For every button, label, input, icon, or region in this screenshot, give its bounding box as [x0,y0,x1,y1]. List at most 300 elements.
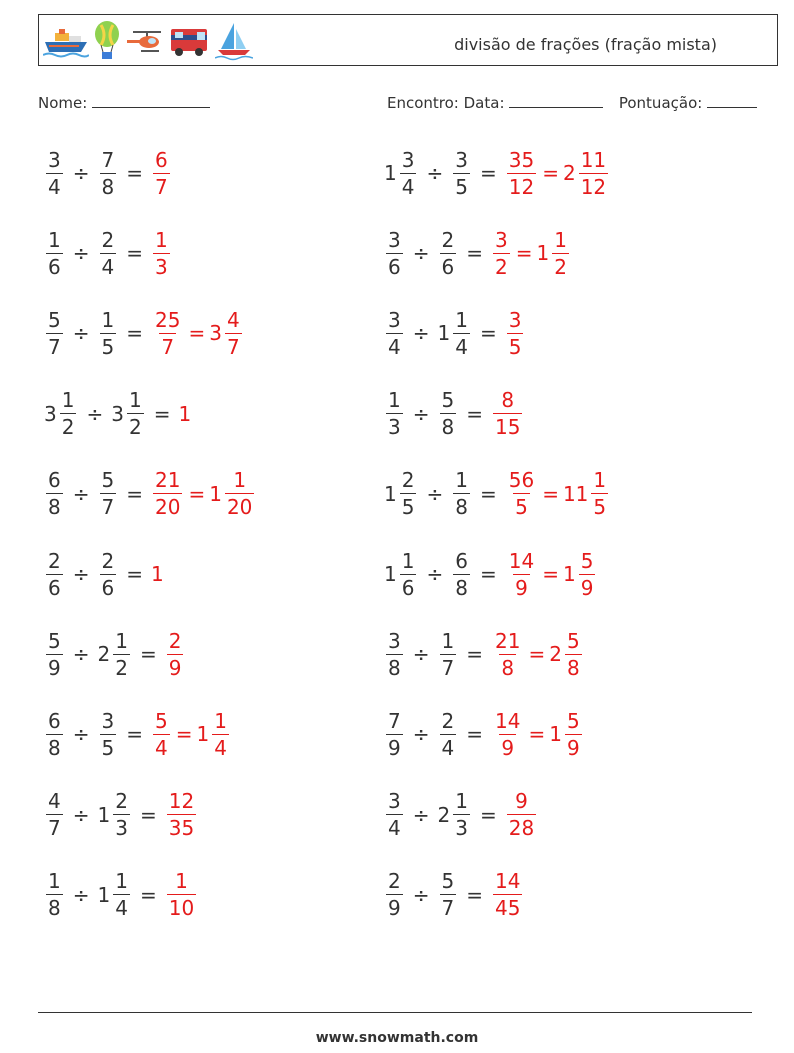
equals-sign: = [466,401,483,426]
numerator: 1 [155,227,168,252]
number [44,628,65,680]
problem-item [384,619,584,689]
fraction [507,548,536,600]
answer [491,869,524,921]
number [98,227,119,279]
number [384,789,405,841]
problem-item [44,298,244,368]
denominator: 8 [101,174,115,199]
number [384,628,405,680]
numerator: 11 [580,147,607,172]
denominator: 7 [441,896,455,921]
numerator: 5 [48,628,61,653]
whole-part: 1 [384,562,397,586]
meeting-score-fields [387,93,757,112]
number [549,708,583,760]
fraction [453,468,470,520]
numerator: 56 [508,468,535,493]
number [97,789,132,841]
fraction [565,628,582,680]
equals-sign: = [188,321,206,346]
equals-sign: = [466,722,483,747]
fraction [46,628,63,680]
fraction [113,789,130,841]
denominator: 7 [226,334,240,359]
fraction [46,548,63,600]
problem-item [384,780,538,850]
fraction [113,869,130,921]
denominator: 8 [441,415,455,440]
numerator: 2 [168,628,182,653]
divide-sign: ÷ [426,481,444,506]
denominator: 9 [388,735,401,760]
fraction [153,227,170,279]
fraction [440,388,457,440]
denominator: 6 [441,254,455,279]
answer [491,388,524,440]
numerator: 6 [48,468,61,493]
divide-sign: ÷ [72,321,90,346]
fraction [386,869,403,921]
numerator: 5 [441,869,455,894]
fraction [386,227,403,279]
number [491,388,524,440]
hot-air-balloon-icon [93,21,121,61]
number [384,548,418,600]
denominator: 5 [455,174,468,199]
answer [165,789,198,841]
equals-sign: = [479,802,497,827]
number [438,628,459,680]
problem-item [384,218,571,288]
equals-sign: = [542,161,559,185]
problem-item [384,138,610,208]
problem-item [44,379,192,449]
equals-sign: = [126,722,143,747]
answer [491,708,584,760]
numerator: 1 [455,789,468,814]
date-blank-line[interactable] [509,93,603,108]
numerator: 1 [61,388,75,413]
number [151,708,172,760]
numerator: 4 [226,307,240,332]
equals-sign: = [126,562,143,586]
number [209,468,256,520]
denominator: 2 [128,415,142,440]
number [451,468,472,520]
numerator: 1 [455,468,468,493]
number [178,402,192,426]
numerator: 3 [388,227,401,252]
fraction [493,388,522,440]
denominator: 3 [388,415,401,440]
equals-sign: = [126,241,143,266]
fraction [100,147,117,199]
numerator: 1 [401,548,415,573]
whole-part: 1 [549,722,562,747]
name-label: Nome: [38,94,88,112]
equals-sign: = [466,642,483,667]
numerator: 2 [115,789,128,814]
number [438,869,459,921]
fraction [507,789,536,841]
divide-sign: ÷ [412,642,430,667]
denominator: 9 [566,735,580,760]
numerator: 21 [495,628,521,653]
denominator: 4 [155,735,168,760]
denominator: 3 [115,816,128,841]
equals-sign: = [139,802,157,827]
denominator: 4 [441,735,455,760]
denominator: 8 [48,735,61,760]
numerator: 3 [455,147,468,172]
answer [491,227,571,279]
fraction [507,307,524,359]
fraction [60,388,77,440]
whole-part: 1 [384,481,397,506]
fraction [46,147,63,199]
numerator: 5 [566,708,580,733]
numerator: 2 [441,708,455,733]
problem-item [44,860,198,930]
denominator: 4 [455,334,468,359]
fraction [453,147,470,199]
numerator: 5 [48,307,61,332]
numerator: 5 [580,548,594,573]
number [44,869,65,921]
divide-sign: ÷ [72,722,90,747]
denominator: 6 [101,575,115,600]
denominator: 4 [115,896,128,921]
denominator: 9 [168,655,182,680]
number [536,227,571,279]
equals-sign: = [126,481,143,506]
worksheet-title: divisão de frações (fração mista) [454,35,717,54]
numerator: 3 [101,708,115,733]
equals-sign: = [542,481,559,506]
number [165,789,198,841]
number [438,388,459,440]
fraction [153,307,182,359]
number [151,147,172,199]
equals-sign: = [126,161,143,185]
numerator: 1 [48,227,61,252]
answer [178,402,192,426]
numerator: 35 [508,147,535,172]
numerator: 1 [455,307,468,332]
divide-sign: ÷ [72,161,90,185]
equals-sign: = [466,882,483,907]
fraction [386,307,403,359]
denominator: 8 [388,655,401,680]
numerator: 4 [48,789,61,814]
number [98,147,119,199]
number [505,548,538,600]
fraction [440,628,457,680]
denominator: 5 [101,334,115,359]
number [151,307,184,359]
denominator: 4 [388,816,401,841]
denominator: 7 [48,816,61,841]
number [451,147,472,199]
number [98,708,119,760]
denominator: 12 [580,174,607,199]
divide-sign: ÷ [412,401,430,426]
number [438,227,459,279]
denominator: 8 [566,655,580,680]
fraction [100,708,117,760]
divide-sign: ÷ [412,722,430,747]
score-blank-line[interactable] [707,93,757,108]
problem-item [44,699,231,769]
fraction [453,789,470,841]
numerator: 1 [441,628,455,653]
problem-item [384,699,584,769]
fraction [212,708,229,760]
fraction [579,548,596,600]
name-blank-line[interactable] [92,93,210,108]
denominator: 4 [101,254,115,279]
numerator: 5 [101,468,115,493]
number [549,628,583,680]
number [196,708,231,760]
name-field [38,93,210,112]
footer-divider [38,1012,752,1013]
fraction [493,869,522,921]
divide-sign: ÷ [72,882,90,907]
fraction [153,468,182,520]
answer [151,147,172,199]
fraction [167,628,184,680]
denominator: 2 [115,655,128,680]
numerator: 2 [401,468,415,493]
fraction [453,307,470,359]
header-icons [43,21,253,61]
number [491,227,512,279]
denominator: 5 [593,495,607,520]
whole-part: 1 [178,401,192,426]
denominator: 12 [508,174,535,199]
number [44,388,78,440]
numerator: 21 [155,468,181,493]
whole-part: 2 [437,802,451,827]
numerator: 25 [155,307,181,332]
equals-sign: = [139,642,157,667]
score-label: Pontuação: [618,94,703,112]
fraction [100,468,117,520]
number [209,307,243,359]
equals-sign: = [175,722,193,747]
numerator: 6 [48,708,61,733]
denominator: 8 [48,495,61,520]
number [384,869,405,921]
number [111,388,145,440]
denominator: 2 [495,254,508,279]
number [562,147,610,199]
number [505,468,538,520]
meeting-date-label: Encontro: Data: [387,94,505,112]
fraction [386,388,403,440]
whole-part: 2 [562,161,576,185]
whole-part: 1 [384,161,397,185]
number [151,227,172,279]
problem-item [44,539,165,609]
answer [151,307,244,359]
denominator: 5 [401,495,415,520]
fraction [493,628,522,680]
number [562,468,610,520]
denominator: 6 [401,575,415,600]
whole-part: 1 [196,722,210,747]
divide-sign: ÷ [72,562,90,586]
denominator: 5 [515,495,528,520]
numerator: 2 [101,227,115,252]
whole-part: 3 [111,401,124,426]
answer [505,468,610,520]
equals-sign: = [479,562,497,586]
denominator: 8 [455,575,468,600]
fraction [167,869,196,921]
numerator: 2 [101,548,115,573]
numerator: 5 [566,628,580,653]
numerator: 1 [233,468,247,493]
fraction [100,227,117,279]
fraction [153,708,170,760]
number [491,869,524,921]
equals-sign: = [126,321,143,346]
numerator: 3 [508,307,522,332]
number [98,468,119,520]
denominator: 2 [61,415,75,440]
numerator: 8 [501,388,515,413]
whole-part: 1 [437,321,451,346]
denominator: 7 [101,495,115,520]
answer [151,227,172,279]
fraction [46,869,63,921]
numerator: 3 [495,227,508,252]
answer [505,548,598,600]
problem-item [44,459,256,529]
problem-item [384,298,525,368]
fraction [386,708,403,760]
divide-sign: ÷ [72,241,90,266]
fraction [113,628,130,680]
divide-sign: ÷ [426,562,444,586]
fraction [386,628,403,680]
denominator: 28 [508,816,535,841]
denominator: 4 [401,174,415,199]
denominator: 3 [455,816,468,841]
camper-van-icon [169,23,211,59]
denominator: 20 [226,495,253,520]
fraction [507,468,536,520]
numerator: 14 [508,548,535,573]
answer [165,869,198,921]
number [384,227,405,279]
divide-sign: ÷ [72,802,90,827]
denominator: 10 [168,896,195,921]
denominator: 9 [580,575,594,600]
equals-sign: = [515,241,533,266]
denominator: 7 [161,334,175,359]
answer [505,147,610,199]
numerator: 7 [101,147,115,172]
equals-sign: = [466,241,483,266]
answer [151,708,231,760]
numerator: 6 [455,548,468,573]
denominator: 35 [168,816,195,841]
denominator: 5 [508,334,522,359]
answer [491,628,584,680]
numerator: 1 [128,388,142,413]
equals-sign: = [479,481,497,506]
numerator: 1 [388,388,401,413]
equals-sign: = [528,722,546,747]
number [165,628,186,680]
denominator: 9 [388,896,401,921]
denominator: 45 [495,896,521,921]
whole-part: 1 [209,481,222,506]
answer [505,307,526,359]
numerator: 3 [388,307,401,332]
denominator: 6 [48,575,61,600]
ship-icon [43,23,89,59]
fraction [493,708,522,760]
denominator: 9 [501,735,515,760]
numerator: 2 [388,869,401,894]
numerator: 1 [48,869,61,894]
denominator: 7 [441,655,455,680]
denominator: 8 [48,896,61,921]
divide-sign: ÷ [412,882,430,907]
divide-sign: ÷ [72,481,90,506]
whole-part: 1 [562,562,576,586]
equals-sign: = [188,481,206,506]
answer [165,628,186,680]
fraction [46,307,63,359]
numerator: 14 [495,708,521,733]
number [491,708,524,760]
fraction [440,227,457,279]
number [505,307,526,359]
number [44,227,65,279]
fraction [167,789,196,841]
numerator: 1 [101,307,115,332]
number [97,869,132,921]
helicopter-icon [125,24,165,58]
denominator: 7 [155,174,168,199]
problem-item [44,619,185,689]
whole-part: 1 [97,802,111,827]
fraction [127,388,144,440]
numerator: 1 [115,628,128,653]
numerator: 3 [48,147,61,172]
answer [151,562,165,586]
number [165,869,198,921]
answer [151,468,256,520]
numerator: 2 [441,227,455,252]
number [98,548,119,600]
fraction [46,708,63,760]
whole-part: 2 [549,642,562,667]
number [44,147,65,199]
footer-url: www.snowmath.com [315,1030,479,1046]
problem-item [44,780,198,850]
problem-item [384,539,597,609]
divide-sign: ÷ [72,642,90,667]
number [491,628,524,680]
numerator: 1 [554,227,567,252]
